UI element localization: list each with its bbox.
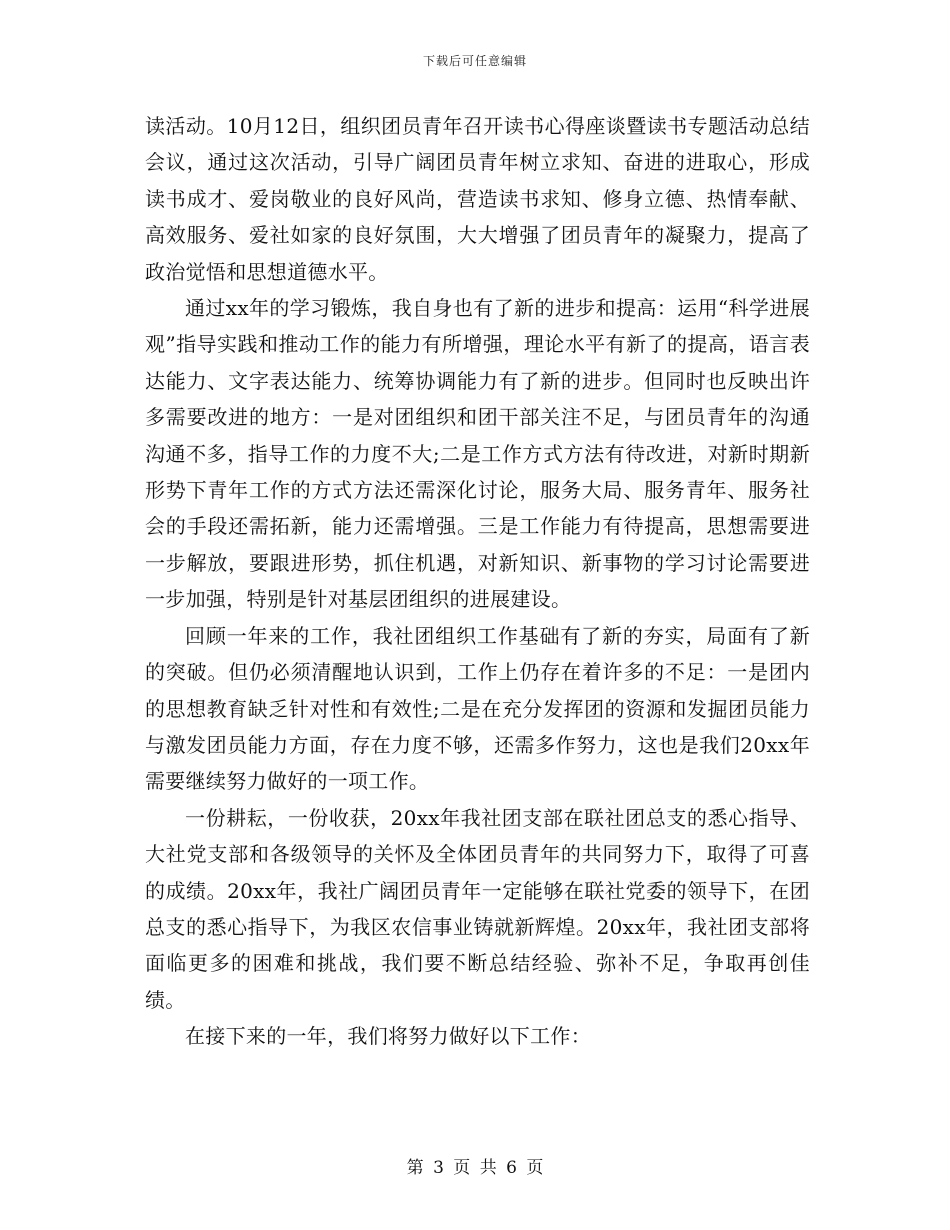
paragraph-5: 在接下来的一年，我们将努力做好以下工作： [185,1024,591,1049]
paragraph-4: 一份耕耘，一份收获，20xx年我社团支部在联社团总支的悉心指导、大社党支部和各级领导的关怀及全体团员青年的共同努力下，取得了可喜的成绩。20xx年，我社广阔团员青年一定能够在联社党委的领导下，在团总支的悉心指导下，为我区农信事业铸就新辉煌。20xx年，我社团支部将面临更多的困难和挑战，我们要不断总结经验、弥补不足，争取再创佳绩。 [145,805,810,1012]
page-header: 下载后可任意编辑 [422,54,527,68]
paragraph-3: 回顾一年来的工作，我社团组织工作基础有了新的夯实，局面有了新的突破。但仍必须清醒地认识到，工作上仍存在着许多的不足：一是团内的思想教育缺乏针对性和有效性;二是在充分发挥团的资源和发掘团员能力与激发团员能力方面，存在力度不够，还需多作努力，这也是我们20xx年需要继续努力做好的一项工作。 [145,623,810,794]
paragraph-1: 读活动。10月12日，组织团员青年召开读书心得座谈暨读书专题活动总结会议，通过这次活动，引导广阔团员青年树立求知、奋进的进取心，形成读书成才、爱岗敬业的良好风尚，营造读书求知、修身立德、热情奉献、高效服务、爱社如家的良好氛围，大大增强了团员青年的凝聚力，提高了政治觉悟和思想道德水平。 [145,114,810,284]
document-body [145,108,810,1055]
page-footer: 第 3 页 共 6 页 [406,1158,544,1178]
paragraph-2: 通过xx年的学习锻炼，我自身也有了新的进步和提高：运用“科学进展观”指导实践和推动工作的能力有所增强，理论水平有新了的提高，语言表达能力、文字表达能力、统筹协调能力有了新的进步。但同时也反映出许多需要改进的地方：一是对团组织和团干部关注不足，与团员青年的沟通沟通不多，指导工作的力度不大;二是工作方式方法有待改进，对新时期新形势下青年工作的方式方法还需深化讨论，服务大局、服务青年、服务社会的手段还需拓新，能力还需增强。三是工作能力有待提高，思想需要进一步解放，要跟进形势，抓住机遇，对新知识、新事物的学习讨论需要进一步加强，特别是针对基层团组织的进展建设。 [145,296,810,612]
